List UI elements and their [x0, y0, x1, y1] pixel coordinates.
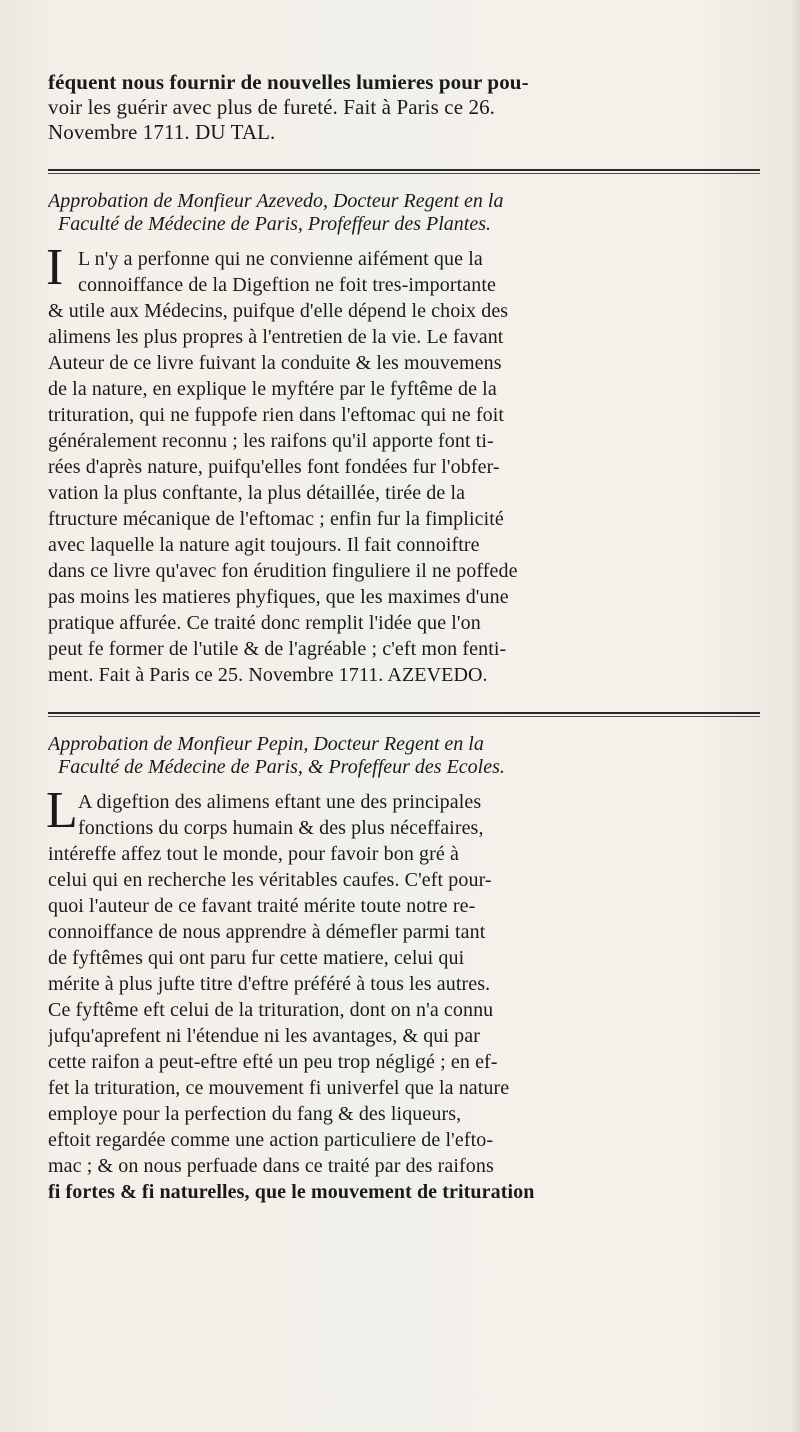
body-line: rées d'après nature, puifqu'elles font fondées fur l'obfer-: [48, 456, 500, 478]
page-content: [48, 70, 760, 1205]
body-line: celui qui en recherche les véritables caufes. C'eft pour-: [48, 869, 492, 891]
body-line: dans ce livre qu'avec fon érudition finguliere il ne poffede: [48, 560, 518, 582]
body-line: pratique affurée. Ce traité donc remplit l'idée que l'on: [48, 612, 481, 634]
body-line: généralement reconnu ; les raifons qu'il apporte font ti-: [48, 430, 494, 452]
body-line: Ce fyftême eft celui de la trituration, dont on n'a connu: [48, 999, 494, 1021]
approbation-heading: [48, 190, 760, 236]
body-line: L n'y a perfonne qui ne convienne aifément que la: [78, 248, 483, 270]
approbation-heading-line: Faculté de Médecine de Paris, Profeffeur des Plantes.: [58, 213, 492, 235]
approbation-heading-line: Approbation de Monfieur Pepin, Docteur Regent en la: [48, 733, 484, 755]
section-divider: [48, 712, 760, 715]
body-line: fet la trituration, ce mouvement fi univerfel que la nature: [48, 1077, 510, 1099]
body-line: de la nature, en explique le myftére par le fyftême de la: [48, 378, 497, 400]
body-line: fonctions du corps humain & des plus néceffaires,: [78, 817, 484, 839]
body-line: de fyftêmes qui ont paru fur cette matiere, celui qui: [48, 947, 465, 969]
approbation-body: [46, 239, 760, 688]
body-line: avec laquelle la nature agit toujours. Il fait connoiftre: [48, 534, 480, 556]
body-line: eftoit regardée comme une action particuliere de l'efto-: [48, 1129, 494, 1151]
body-line: alimens les plus propres à l'entretien de la vie. Le favant: [48, 326, 504, 348]
body-line: quoi l'auteur de ce favant traité mérite toute notre re-: [48, 895, 476, 917]
intro-line: Novembre 1711. DU TAL.: [48, 120, 276, 144]
body-line: mac ; & on nous perfuade dans ce traité par des raifons: [48, 1155, 494, 1177]
body-line: intéreffe affez tout le monde, pour favoir bon gré à: [48, 843, 459, 865]
body-line: Auteur de ce livre fuivant la conduite & les mouvemens: [48, 352, 502, 374]
body-line: jufqu'aprefent ni l'étendue ni les avantages, & qui par: [48, 1025, 481, 1047]
body-line: ment. Fait à Paris ce 25. Novembre 1711. AZEVEDO.: [48, 664, 488, 686]
body-line: ftructure mécanique de l'eftomac ; enfin fur la fimplicité: [48, 508, 504, 530]
body-line: mérite à plus jufte titre d'eftre préféré à tous les autres.: [48, 973, 491, 995]
approbation-heading: [48, 733, 760, 779]
body-line: connoiffance de nous apprendre à démefler parmi tant: [48, 921, 486, 943]
drop-cap: I: [46, 239, 64, 296]
section-divider: [48, 169, 760, 172]
body-line: fi fortes & fi naturelles, que le mouvement de trituration: [48, 1181, 535, 1203]
body-line: A digeftion des alimens eftant une des principales: [78, 791, 482, 813]
approbation-heading-line: Approbation de Monfieur Azevedo, Docteur Regent en la: [48, 190, 504, 212]
body-line: pas moins les matieres phyfiques, que les maximes d'une: [48, 586, 509, 608]
approbation-pepin: [48, 733, 760, 1205]
body-line: peut fe former de l'utile & de l'agréable ; c'eft mon fenti-: [48, 638, 507, 660]
body-line: cette raifon a peut-eftre efté un peu trop négligé ; en ef-: [48, 1051, 498, 1073]
approbation-body: [46, 782, 760, 1205]
body-line: vation la plus conftante, la plus détaillée, tirée de la: [48, 482, 466, 504]
page-edge-shadow: [792, 0, 800, 1432]
body-line: connoiffance de la Digeftion ne foit tres-importante: [78, 274, 497, 296]
drop-cap-first-line: [48, 789, 760, 815]
intro-line: féquent nous fournir de nouvelles lumieres pour pou-: [48, 70, 529, 94]
body-line: trituration, qui ne fuppofe rien dans l'eftomac qui ne foit: [48, 404, 505, 426]
drop-cap-second-line-wrap: [48, 272, 760, 298]
drop-cap: L: [46, 782, 78, 839]
approbation-heading-line: Faculté de Médecine de Paris, & Profeffeur des Ecoles.: [58, 756, 505, 778]
drop-cap-first-line: [48, 246, 760, 272]
intro-line: voir les guérir avec plus de fureté. Fait à Paris ce 26.: [48, 95, 496, 119]
intro-block: [48, 70, 760, 145]
body-line: & utile aux Médecins, puifque d'elle dépend le choix des: [48, 300, 509, 322]
approbation-azevedo: [48, 190, 760, 688]
body-line: employe pour la perfection du fang & des liqueurs,: [48, 1103, 462, 1125]
drop-cap-second-line-wrap: [48, 815, 760, 841]
